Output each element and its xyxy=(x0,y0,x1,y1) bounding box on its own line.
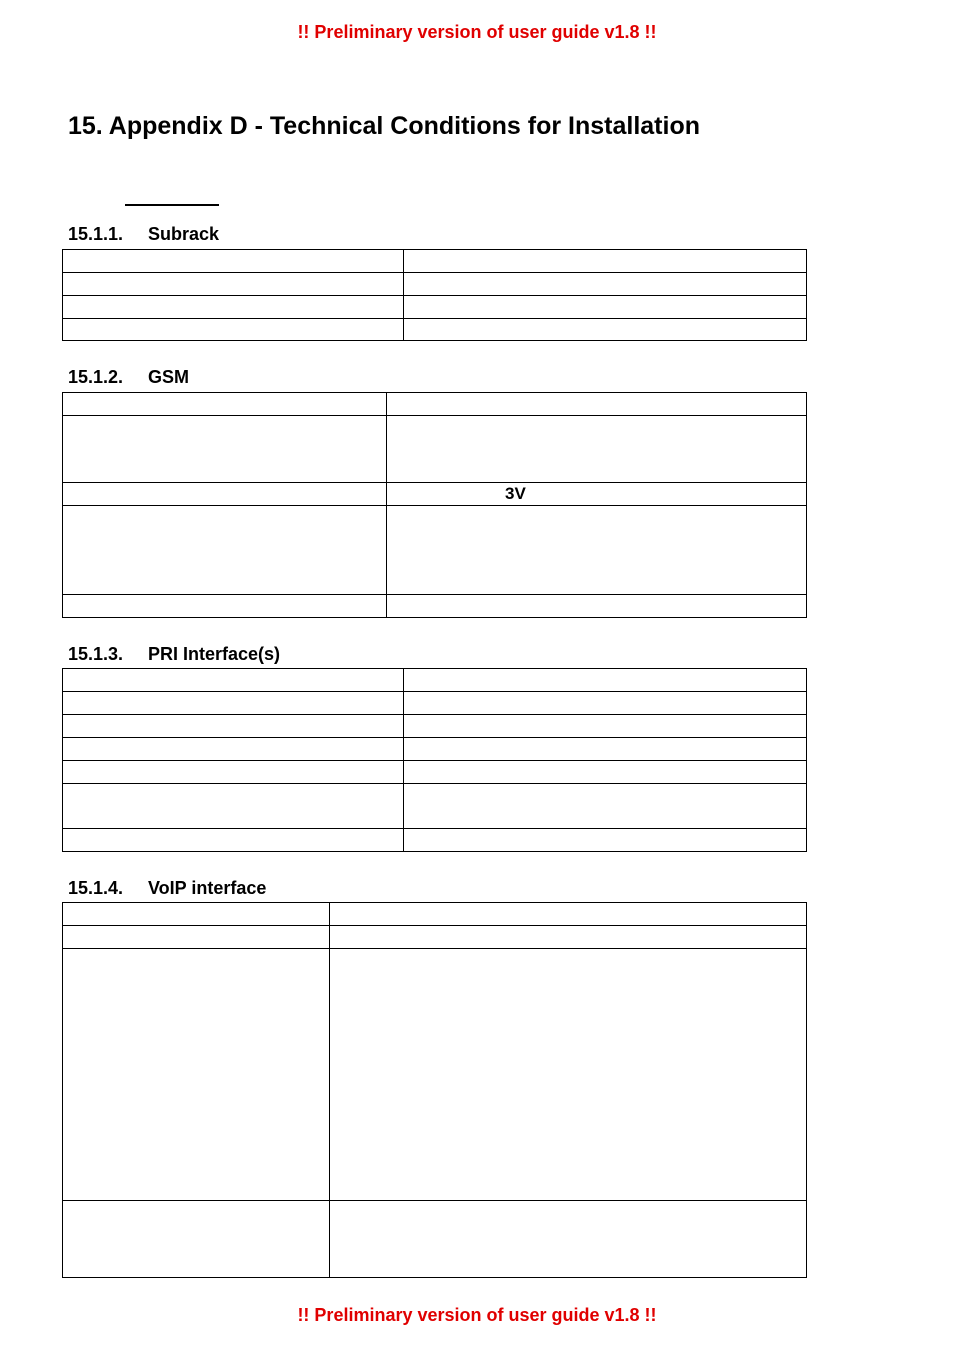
table-row xyxy=(63,416,807,483)
table-cell xyxy=(63,319,404,341)
gsm-table xyxy=(62,392,807,618)
table-row xyxy=(63,296,807,319)
table-cell xyxy=(387,506,807,595)
table-row xyxy=(63,738,807,761)
table-cell xyxy=(63,1201,330,1278)
table-row xyxy=(63,903,807,926)
section-number: 15.1.2. xyxy=(68,367,124,387)
table-row xyxy=(63,506,807,595)
section-number: 15.1.1. xyxy=(68,224,124,244)
table-cell xyxy=(63,416,387,483)
table-cell xyxy=(63,692,404,715)
table-row xyxy=(63,829,807,852)
table-cell xyxy=(330,1201,807,1278)
table-cell xyxy=(63,761,404,784)
table-cell xyxy=(404,250,807,273)
pri-table xyxy=(62,668,807,852)
table-cell xyxy=(404,761,807,784)
section-heading-voip xyxy=(68,878,266,899)
table-cell xyxy=(404,829,807,852)
table-cell xyxy=(63,595,387,618)
section-title: Subrack xyxy=(148,224,220,244)
table-row xyxy=(63,1201,807,1278)
section-title: GSM xyxy=(148,367,190,387)
section-title: PRI Interface(s) xyxy=(148,644,281,664)
section-heading-gsm xyxy=(68,367,189,388)
table-row xyxy=(63,319,807,341)
section-rule xyxy=(125,204,219,206)
table-cell xyxy=(63,393,387,416)
table-cell xyxy=(63,483,387,506)
table-row xyxy=(63,250,807,273)
table-cell xyxy=(387,595,807,618)
table-row xyxy=(63,715,807,738)
table-cell xyxy=(63,273,404,296)
table-cell xyxy=(404,296,807,319)
table-cell xyxy=(404,738,807,761)
table-row xyxy=(63,926,807,949)
table-cell xyxy=(330,903,807,926)
section-heading-subrack xyxy=(68,224,219,245)
table-row xyxy=(63,669,807,692)
voltage-cell: 3V xyxy=(387,483,807,506)
table-row xyxy=(63,393,807,416)
preliminary-banner-top: !! Preliminary version of user guide v1.8 !! xyxy=(297,22,657,42)
table-cell xyxy=(63,250,404,273)
table-row xyxy=(63,949,807,1201)
section-title: VoIP interface xyxy=(148,878,267,898)
section-number: 15.1.3. xyxy=(68,644,124,664)
preliminary-banner-bottom: !! Preliminary version of user guide v1.8 !! xyxy=(297,1305,657,1325)
table-cell xyxy=(63,738,404,761)
table-cell xyxy=(404,669,807,692)
chapter-title: 15. Appendix D - Technical Conditions for Installation xyxy=(68,112,700,140)
table-row xyxy=(63,483,807,506)
table-cell xyxy=(63,784,404,829)
table-row xyxy=(63,692,807,715)
table-cell xyxy=(387,393,807,416)
table-cell xyxy=(63,506,387,595)
table-cell xyxy=(404,784,807,829)
table-cell xyxy=(63,829,404,852)
table-row xyxy=(63,761,807,784)
voip-table xyxy=(62,902,807,1278)
table-cell xyxy=(63,903,330,926)
subrack-table xyxy=(62,249,807,341)
table-cell xyxy=(404,715,807,738)
section-heading-pri xyxy=(68,644,280,665)
table-cell xyxy=(63,926,330,949)
table-row xyxy=(63,273,807,296)
table-cell xyxy=(404,273,807,296)
table-cell xyxy=(63,296,404,319)
table-cell xyxy=(330,949,807,1201)
section-number: 15.1.4. xyxy=(68,878,124,898)
table-cell xyxy=(63,715,404,738)
table-cell xyxy=(330,926,807,949)
table-cell xyxy=(404,692,807,715)
table-row xyxy=(63,595,807,618)
table-cell xyxy=(63,949,330,1201)
table-cell xyxy=(404,319,807,341)
table-cell xyxy=(63,669,404,692)
table-row xyxy=(63,784,807,829)
table-cell xyxy=(387,416,807,483)
